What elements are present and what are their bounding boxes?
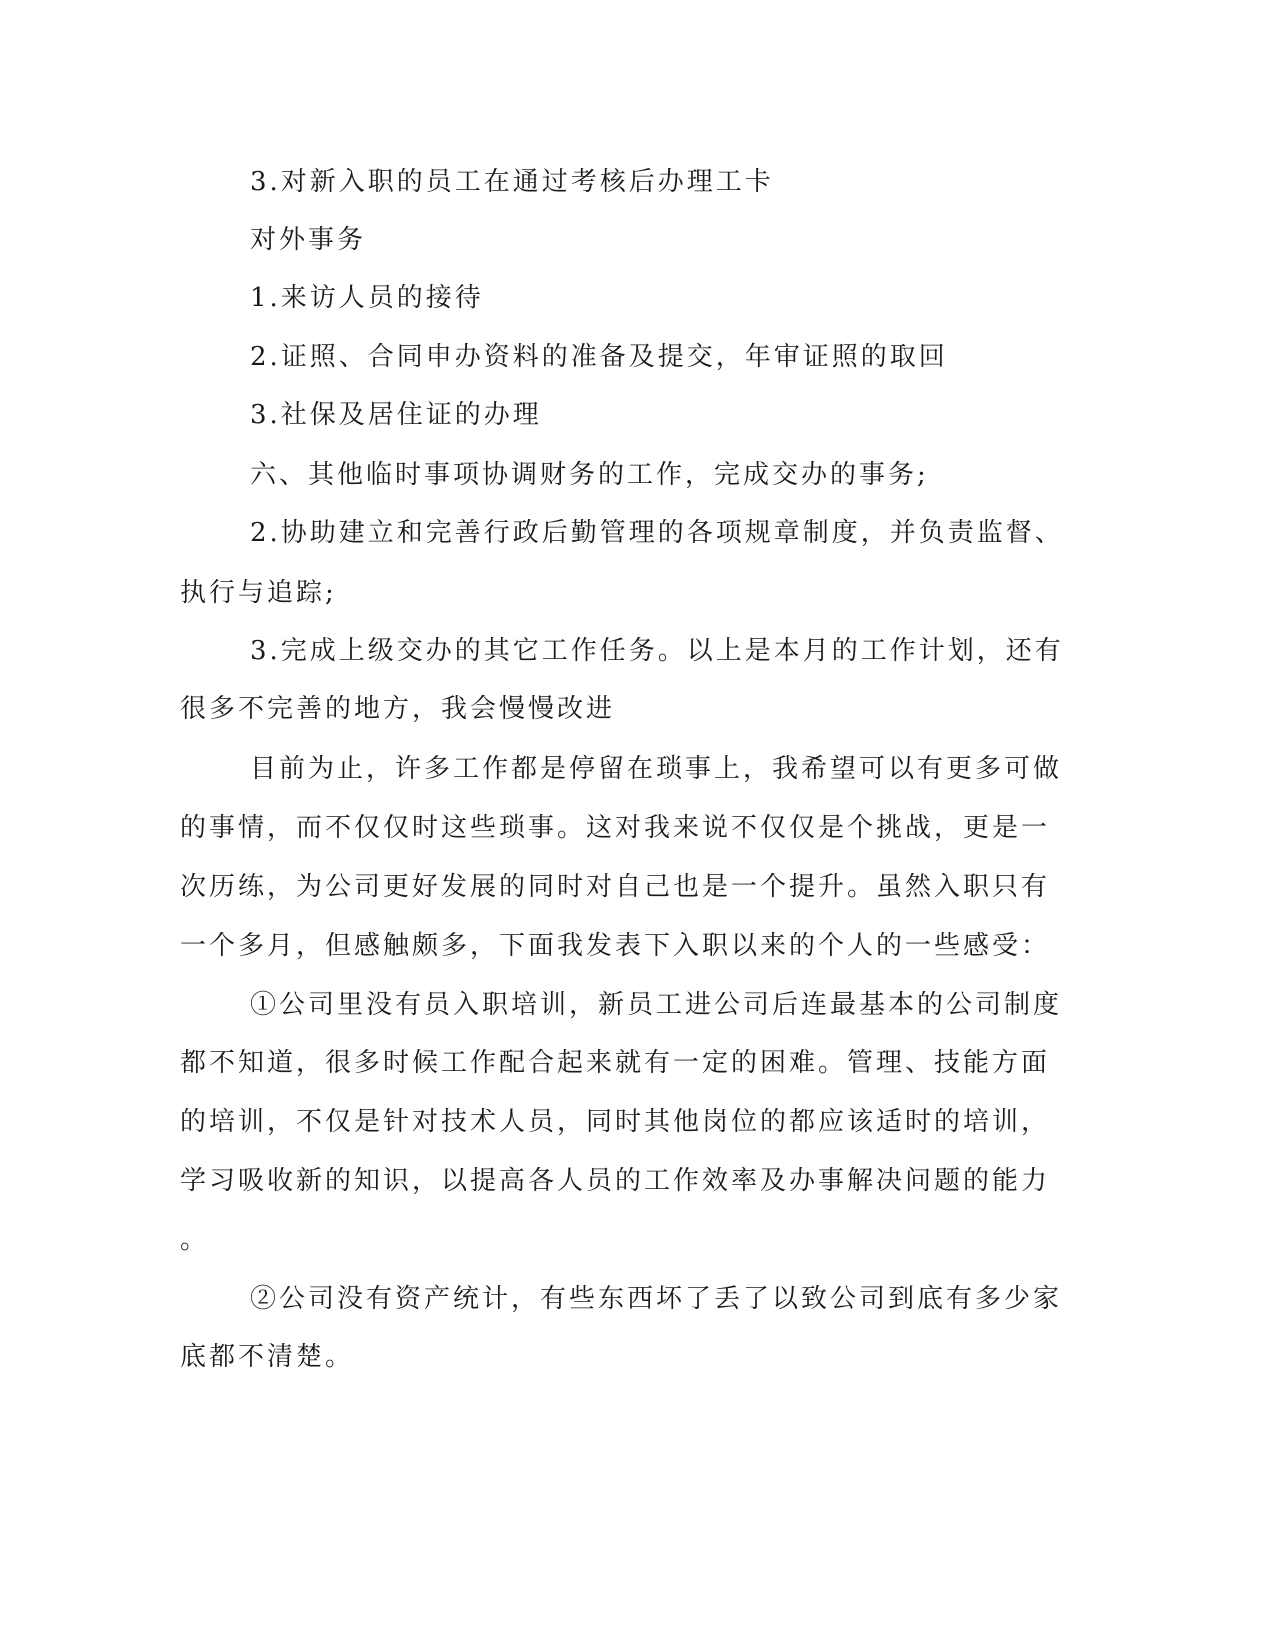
- text-line-8: 执行与追踪;: [180, 578, 337, 608]
- text-line-10: 很多不完善的地方，我会慢慢改进: [180, 694, 616, 724]
- text-line-2: 对外事务: [250, 225, 367, 255]
- text-line-14: 一个多月，但感触颇多，下面我发表下入职以来的个人的一些感受：: [180, 931, 1051, 961]
- text-line-11: 目前为止，许多工作都是停留在琐事上，我希望可以有更多可做: [250, 754, 1063, 784]
- text-line-1: 3.对新入职的员工在通过考核后办理工卡: [250, 167, 774, 197]
- text-line-5: 3.社保及居住证的办理: [250, 400, 542, 430]
- text-line-12: 的事情，而不仅仅时这些琐事。这对我来说不仅仅是个挑战，更是一: [180, 813, 1051, 843]
- text-line-19: 。: [180, 1225, 210, 1255]
- text-line-20: ②公司没有资产统计，有些东西坏了丢了以致公司到底有多少家: [250, 1284, 1063, 1314]
- text-line-4: 2.证照、合同申办资料的准备及提交，年审证照的取回: [250, 342, 948, 372]
- text-line-7: 2.协助建立和完善行政后勤管理的各项规章制度，并负责监督、: [250, 518, 1064, 548]
- text-line-6: 六、其他临时事项协调财务的工作，完成交办的事务;: [250, 460, 929, 490]
- text-line-3: 1.来访人员的接待: [250, 283, 484, 313]
- text-line-18: 学习吸收新的知识，以提高各人员的工作效率及办事解决问题的能力: [180, 1166, 1051, 1196]
- text-line-17: 的培训，不仅是针对技术人员，同时其他岗位的都应该适时的培训，: [180, 1107, 1051, 1137]
- text-line-13: 次历练，为公司更好发展的同时对自己也是一个提升。虽然入职只有: [180, 872, 1051, 902]
- text-line-9: 3.完成上级交办的其它工作任务。以上是本月的工作计划，还有: [250, 636, 1064, 666]
- text-line-21: 底都不清楚。: [180, 1342, 355, 1372]
- text-line-16: 都不知道，很多时候工作配合起来就有一定的困难。管理、技能方面: [180, 1048, 1051, 1078]
- text-line-15: ①公司里没有员入职培训，新员工进公司后连最基本的公司制度: [250, 990, 1063, 1020]
